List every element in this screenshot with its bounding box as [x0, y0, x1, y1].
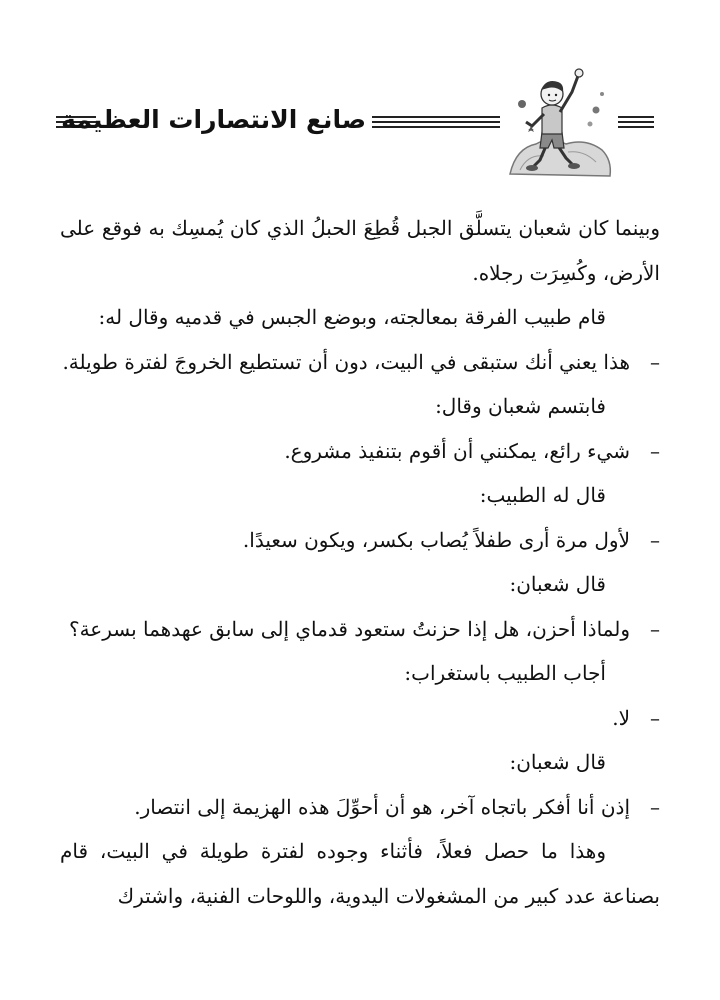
dialogue-dash: –	[650, 794, 660, 819]
dialogue-line	[60, 785, 660, 830]
dialogue-dash: –	[650, 705, 660, 730]
dialogue-text: إذن أنا أفكر باتجاه آخر، هو أن أحوِّلَ هذه الهزيمة إلى انتصار.	[134, 794, 630, 819]
dialogue-line	[60, 607, 660, 652]
paragraph: قام طبيب الفرقة بمعالجته، وبوضع الجبس في قدميه وقال له:	[98, 305, 606, 329]
dialogue-line	[60, 340, 660, 385]
paragraph: وهذا ما حصل فعلاً، فأثناء وجوده لفترة طويلة في البيت، قام بصناعة عدد كبير من المشغولات اليدوية، واللوحات الفنية، واشترك	[60, 839, 660, 908]
dialogue-dash: –	[650, 438, 660, 463]
dialogue-dash: –	[650, 349, 660, 374]
paragraph: قال له الطبيب:	[479, 483, 606, 507]
dialogue-text: لا.	[612, 705, 630, 730]
dialogue-text: لأول مرة أرى طفلاً يُصاب بكسر، ويكون سعيدًا.	[242, 527, 630, 552]
dialogue-dash: –	[650, 527, 660, 552]
dialogue-text: شيء رائع، يمكنني أن أقوم بتنفيذ مشروع.	[284, 438, 630, 463]
page-header	[0, 0, 720, 190]
boy-climbing-illustration-icon	[506, 52, 616, 182]
decorative-rule-middle	[372, 116, 500, 128]
paragraph: أجاب الطبيب باستغراب:	[404, 661, 606, 685]
paragraph: وبينما كان شعبان يتسلَّق الجبل قُطِعَ الحبلُ الذي كان يُمسِك به فوقع على الأرض، وكُسِرَت رجلاه.	[60, 216, 660, 285]
paragraph: فابتسم شعبان وقال:	[435, 394, 606, 418]
dialogue-text: ولماذا أحزن، هل إذا حزنتُ ستعود قدماي إلى سابق عهدهما بسرعة؟	[68, 616, 630, 641]
paragraph: قال شعبان:	[509, 572, 606, 596]
dialogue-line	[60, 429, 660, 474]
dialogue-dash: –	[650, 616, 660, 641]
dialogue-text: هذا يعني أنك ستبقى في البيت، دون أن تستطيع الخروجَ لفترة طويلة.	[62, 349, 630, 374]
story-body	[60, 206, 660, 918]
dialogue-line	[60, 518, 660, 563]
dialogue-line	[60, 696, 660, 741]
chapter-title: صانع الانتصارات العظيمة	[61, 105, 366, 134]
paragraph: قال شعبان:	[509, 750, 606, 774]
decorative-rule-right	[618, 116, 654, 128]
